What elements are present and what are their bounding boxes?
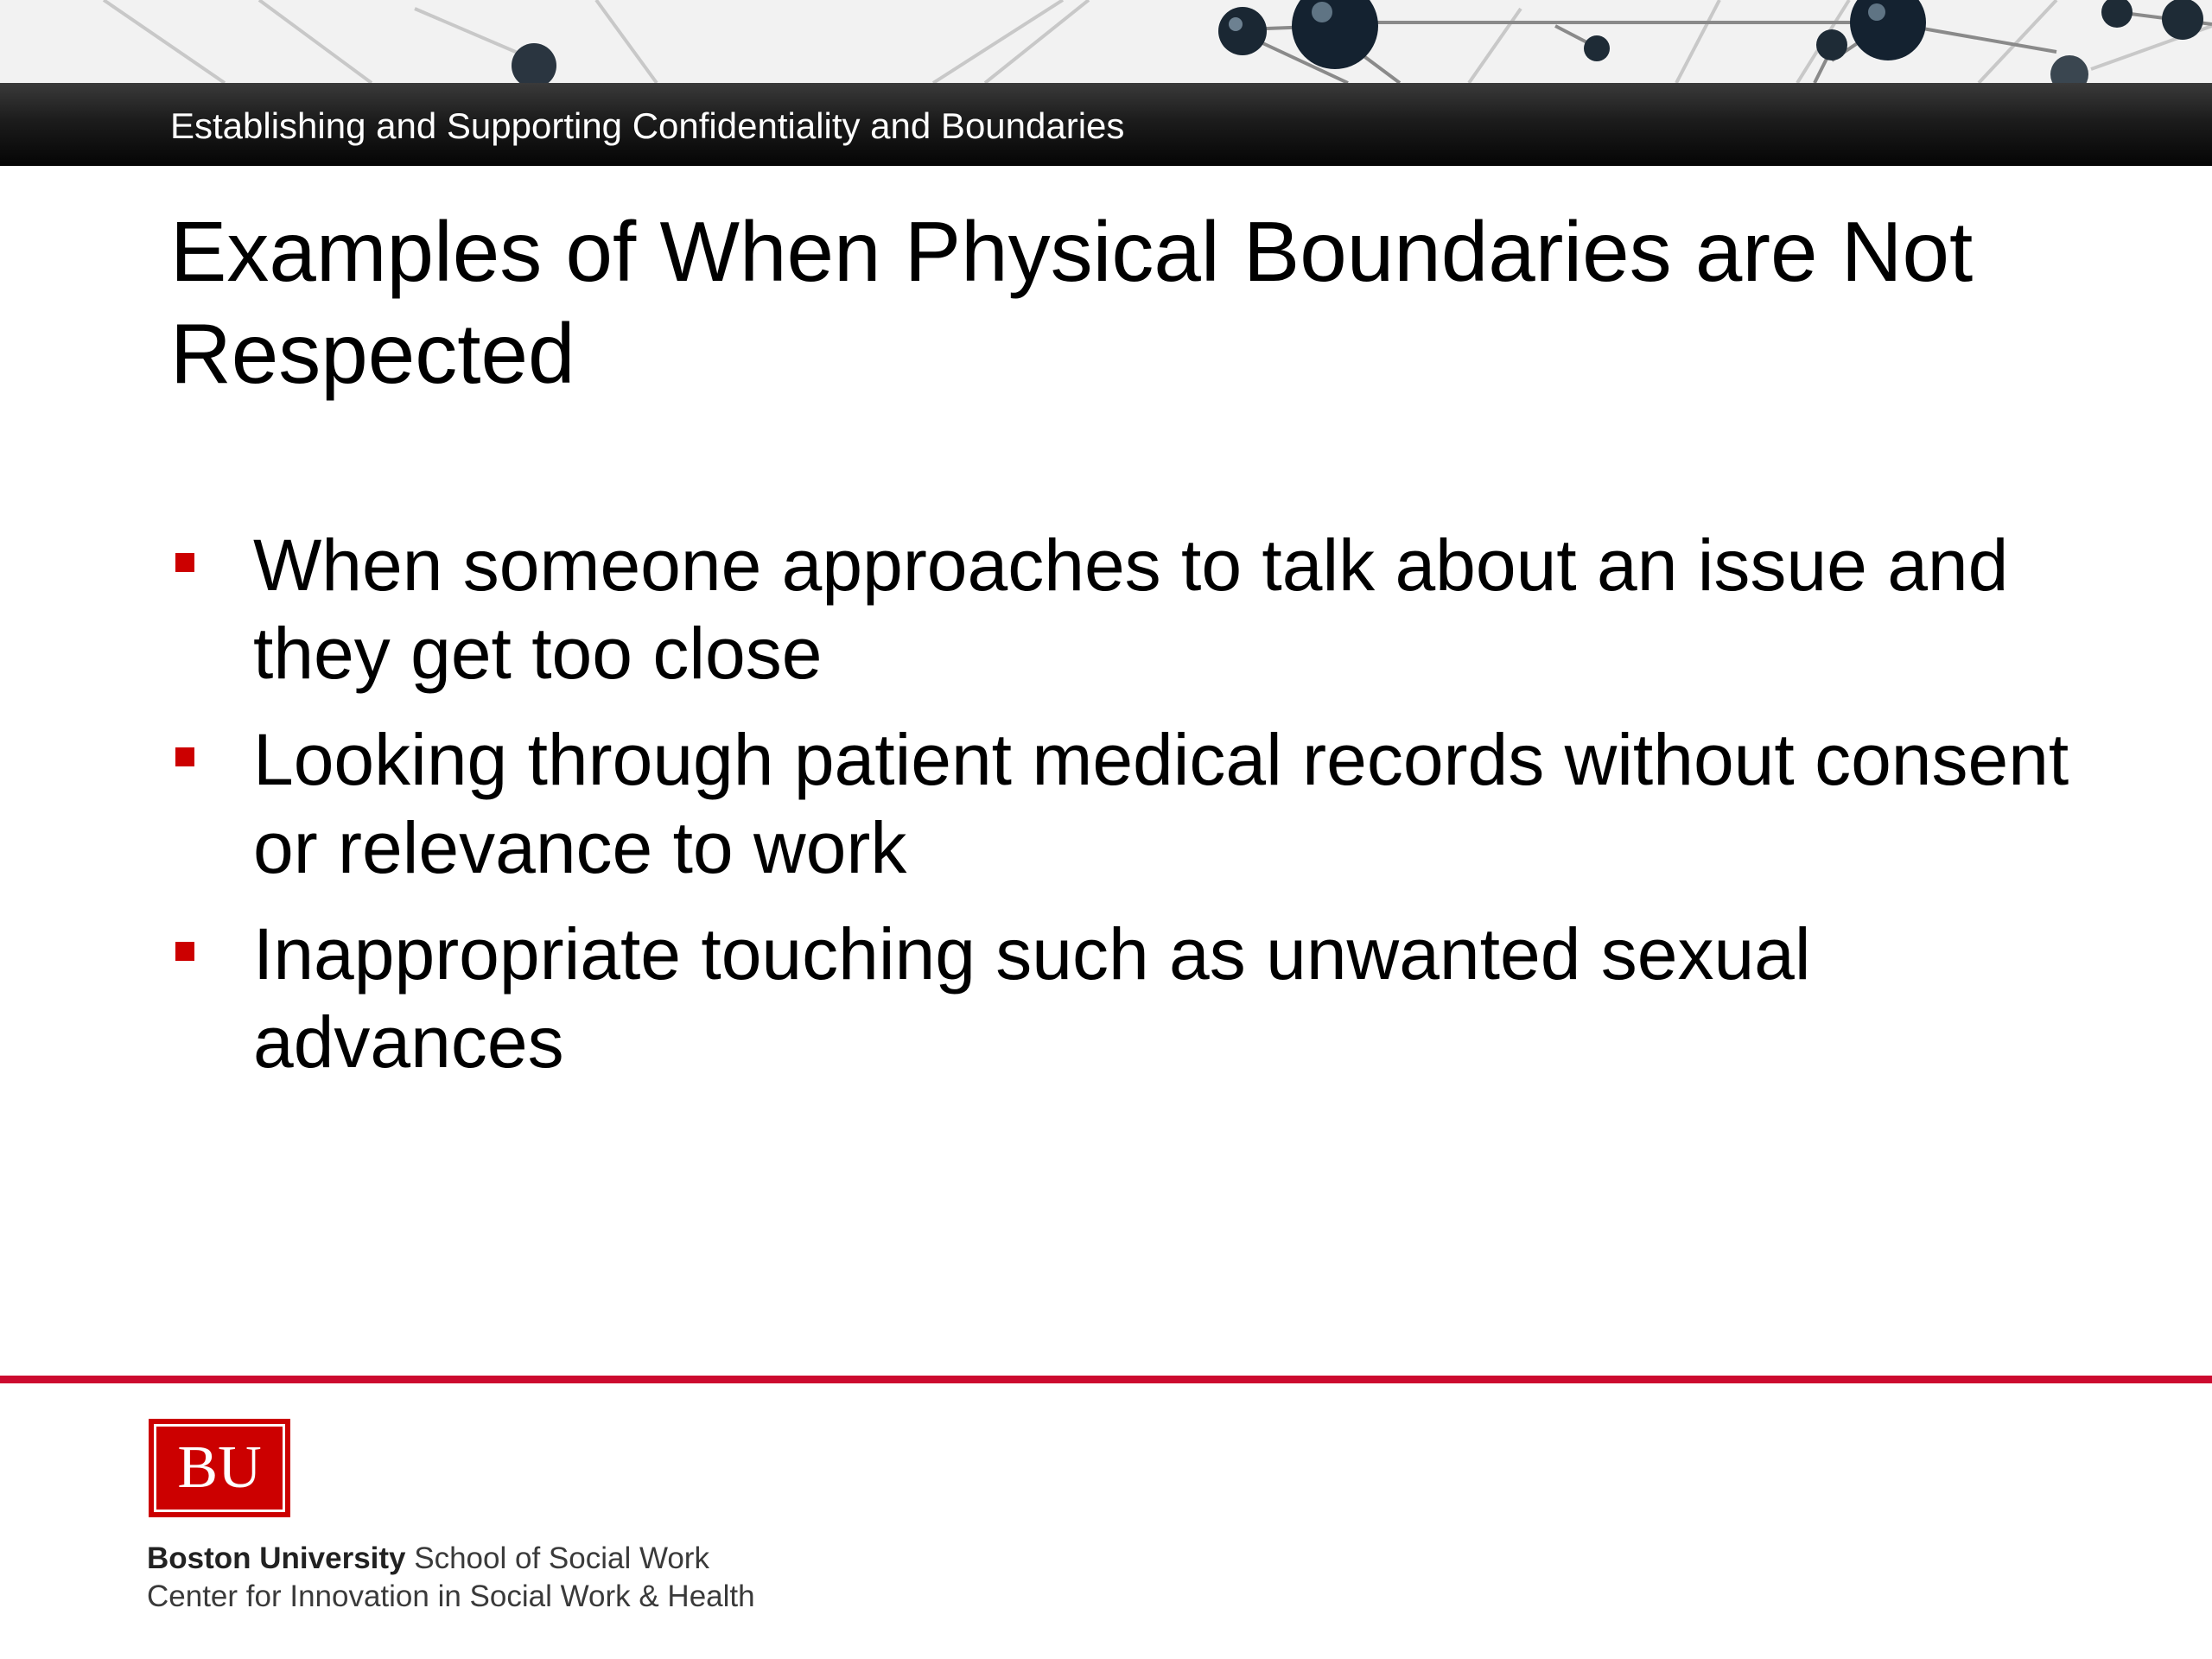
bullet-list <box>170 521 2071 1104</box>
header-title: Establishing and Supporting Confidentiality and Boundaries <box>170 105 1125 146</box>
bullet-text: Inappropriate touching such as unwanted sexual advances <box>253 913 1811 1083</box>
network-banner-image <box>0 0 2212 83</box>
bullet-item <box>170 910 2071 1086</box>
bullet-text: When someone approaches to talk about an issue and they get too close <box>253 524 2009 694</box>
university-name: Boston University <box>147 1541 406 1575</box>
bullet-text: Looking through patient medical records without consent or relevance to work <box>253 719 2069 888</box>
footer-institution <box>147 1540 709 1578</box>
bu-logo <box>149 1419 290 1517</box>
school-name: School of Social Work <box>414 1541 709 1575</box>
footer-divider <box>0 1376 2212 1383</box>
red-square-bullet-icon <box>175 553 194 572</box>
red-square-bullet-icon <box>175 942 194 961</box>
footer-center-name: Center for Innovation in Social Work & Health <box>147 1580 755 1613</box>
bullet-item <box>170 715 2071 892</box>
red-square-bullet-icon <box>175 747 194 766</box>
slide-title: Examples of When Physical Boundaries are Not Respected <box>170 204 1974 401</box>
bu-logo-frame <box>154 1424 285 1512</box>
network-graphic <box>0 0 2212 83</box>
bullet-item <box>170 521 2071 697</box>
bu-logo-text: BU <box>177 1434 262 1501</box>
